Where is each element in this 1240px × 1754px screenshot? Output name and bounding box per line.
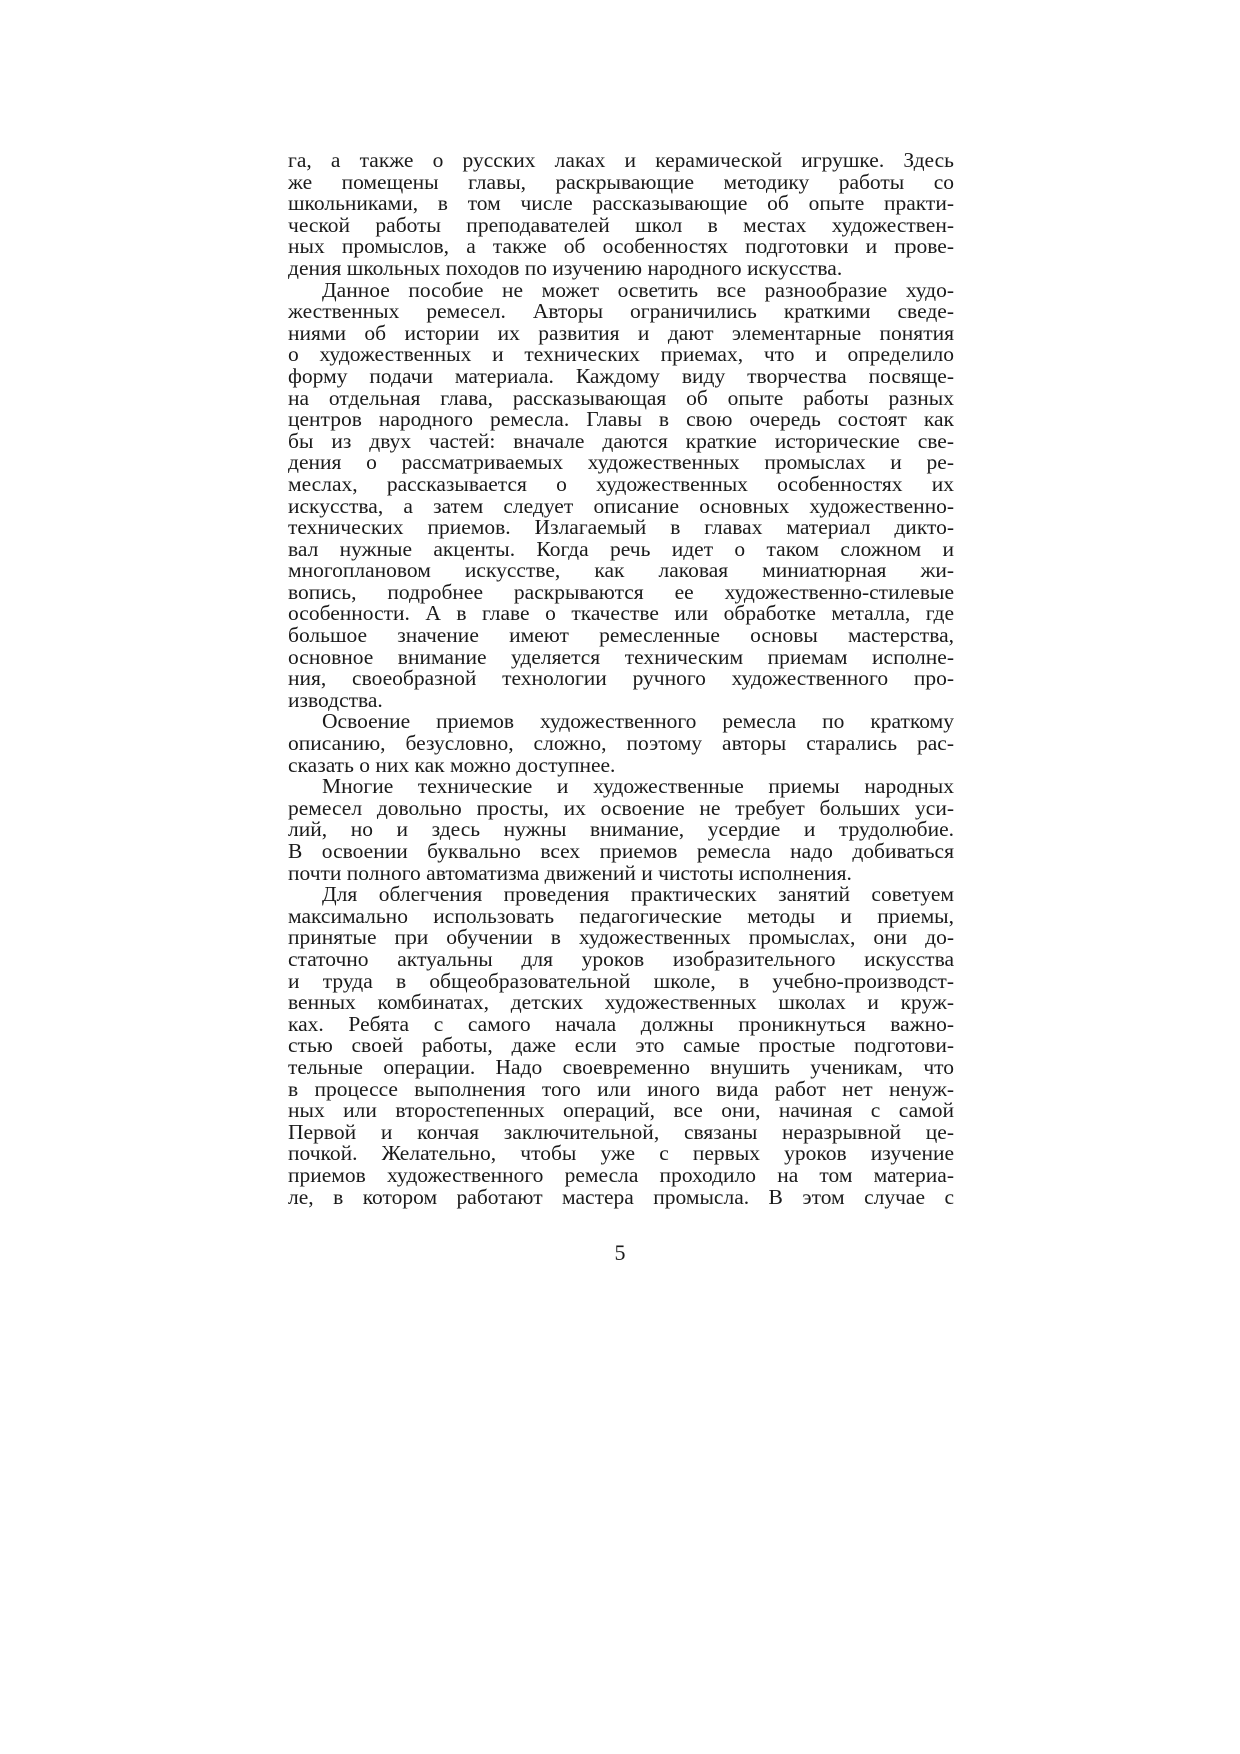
text-line: и труда в общеобразовательной школе, в учебно-производст- <box>288 968 954 993</box>
text-line: большое значение имеют ремесленные основы мастерства, <box>288 623 954 648</box>
paragraph <box>288 277 954 712</box>
body-text <box>288 150 954 1208</box>
text-line: Данное пособие не может осветить все разнообразие худо- <box>322 277 954 302</box>
text-line: меслах, рассказывается о художественных особенностях их <box>288 471 954 496</box>
text-line: лий, но и здесь нужны внимание, усердие и трудолюбие. <box>288 817 954 842</box>
text-line: га, а также о русских лаках и керамической игрушке. Здесь <box>288 148 954 172</box>
text-line: Первой и кончая заключительной, связаны неразрывной це- <box>288 1119 954 1144</box>
paragraph <box>288 711 954 776</box>
text-line: бы из двух частей: вначале даются краткие исторические све- <box>288 428 954 453</box>
text-line: ных или второстепенных операций, все они, начиная с самой <box>288 1098 954 1123</box>
text-line: школьниками, в том числе рассказывающие об опыте практи- <box>288 191 954 216</box>
text-line: ниями об истории их развития и дают элементарные понятия <box>288 320 954 345</box>
text-line: на отдельная глава, рассказывающая об опыте работы разных <box>288 385 954 410</box>
text-line: основное внимание уделяется техническим приемам исполне- <box>288 644 954 669</box>
text-line: искусства, а затем следует описание основных художественно- <box>288 493 954 518</box>
text-line: вопись, подробнее раскрываются ее художественно-стилевые <box>288 579 954 604</box>
paragraph <box>288 884 954 1208</box>
text-line: многоплановом искусстве, как лаковая миниатюрная жи- <box>288 558 954 583</box>
text-line: форму подачи материала. Каждому виду творчества посвяще- <box>288 363 954 388</box>
text-line: ных промыслов, а также об особенностях подготовки и прове- <box>288 234 954 259</box>
text-line: о художественных и технических приемах, что и определило <box>288 342 954 367</box>
text-line: технических приемов. Излагаемый в главах материал дикто- <box>288 515 954 540</box>
text-line: ремесел довольно просты, их освоение не требует больших уси- <box>288 795 954 820</box>
text-line: ния, своеобразной технологии ручного художественного про- <box>288 666 954 691</box>
text-line: максимально использовать педагогические методы и приемы, <box>288 903 954 928</box>
page-number: 5 <box>614 1240 626 1265</box>
text-line: Многие технические и художественные приемы народных <box>322 774 954 799</box>
text-line: почкой. Желательно, чтобы уже с первых уроков изучение <box>288 1141 954 1166</box>
text-line: дения о рассматриваемых художественных промыслах и ре- <box>288 450 954 475</box>
text-line: В освоении буквально всех приемов ремесла надо добиваться <box>288 839 954 863</box>
text-line: принятые при обучении в художественных промыслах, они до- <box>288 925 954 950</box>
text-line: ческой работы преподавателей школ в местах художествен- <box>288 212 954 237</box>
text-line: сказать о них как можно доступнее. <box>288 752 616 777</box>
text-line: статочно актуальны для уроков изобразительного искусства <box>288 946 954 971</box>
text-line: дения школьных походов по изучению народного искусства. <box>288 255 843 280</box>
text-line: жественных ремесел. Авторы ограничились краткими сведе- <box>288 299 954 324</box>
text-line: ках. Ребята с самого начала должны проникнуться важно- <box>288 1011 954 1036</box>
text-line: описанию, безусловно, сложно, поэтому авторы старались рас- <box>288 731 954 756</box>
text-line: же помещены главы, раскрывающие методику работы со <box>288 169 954 194</box>
text-line: особенности. А в главе о ткачестве или обработке металла, где <box>288 601 954 626</box>
text-line: изводства. <box>288 687 383 712</box>
text-line: Освоение приемов художественного ремесла по краткому <box>322 709 954 734</box>
text-line: ле, в котором работают мастера промысла. В этом случае с <box>288 1184 954 1209</box>
text-line: тельные операции. Надо своевременно внушить ученикам, что <box>288 1054 954 1079</box>
text-line: Для облегчения проведения практических занятий советуем <box>322 882 954 907</box>
text-line: вал нужные акценты. Когда речь идет о таком сложном и <box>288 536 954 561</box>
paragraph <box>288 776 954 884</box>
text-line: почти полного автоматизма движений и чистоты исполнения. <box>288 860 852 885</box>
text-line: приемов художественного ремесла проходило на том материа- <box>288 1162 954 1187</box>
paragraph <box>288 150 954 280</box>
text-line: в процессе выполнения того или иного вида работ нет ненуж- <box>288 1076 954 1101</box>
text-line: венных комбинатах, детских художественных школах и круж- <box>288 990 954 1015</box>
text-line: стью своей работы, даже если это самые простые подготови- <box>288 1033 954 1058</box>
text-line: центров народного ремесла. Главы в свою очередь состоят как <box>288 407 954 432</box>
